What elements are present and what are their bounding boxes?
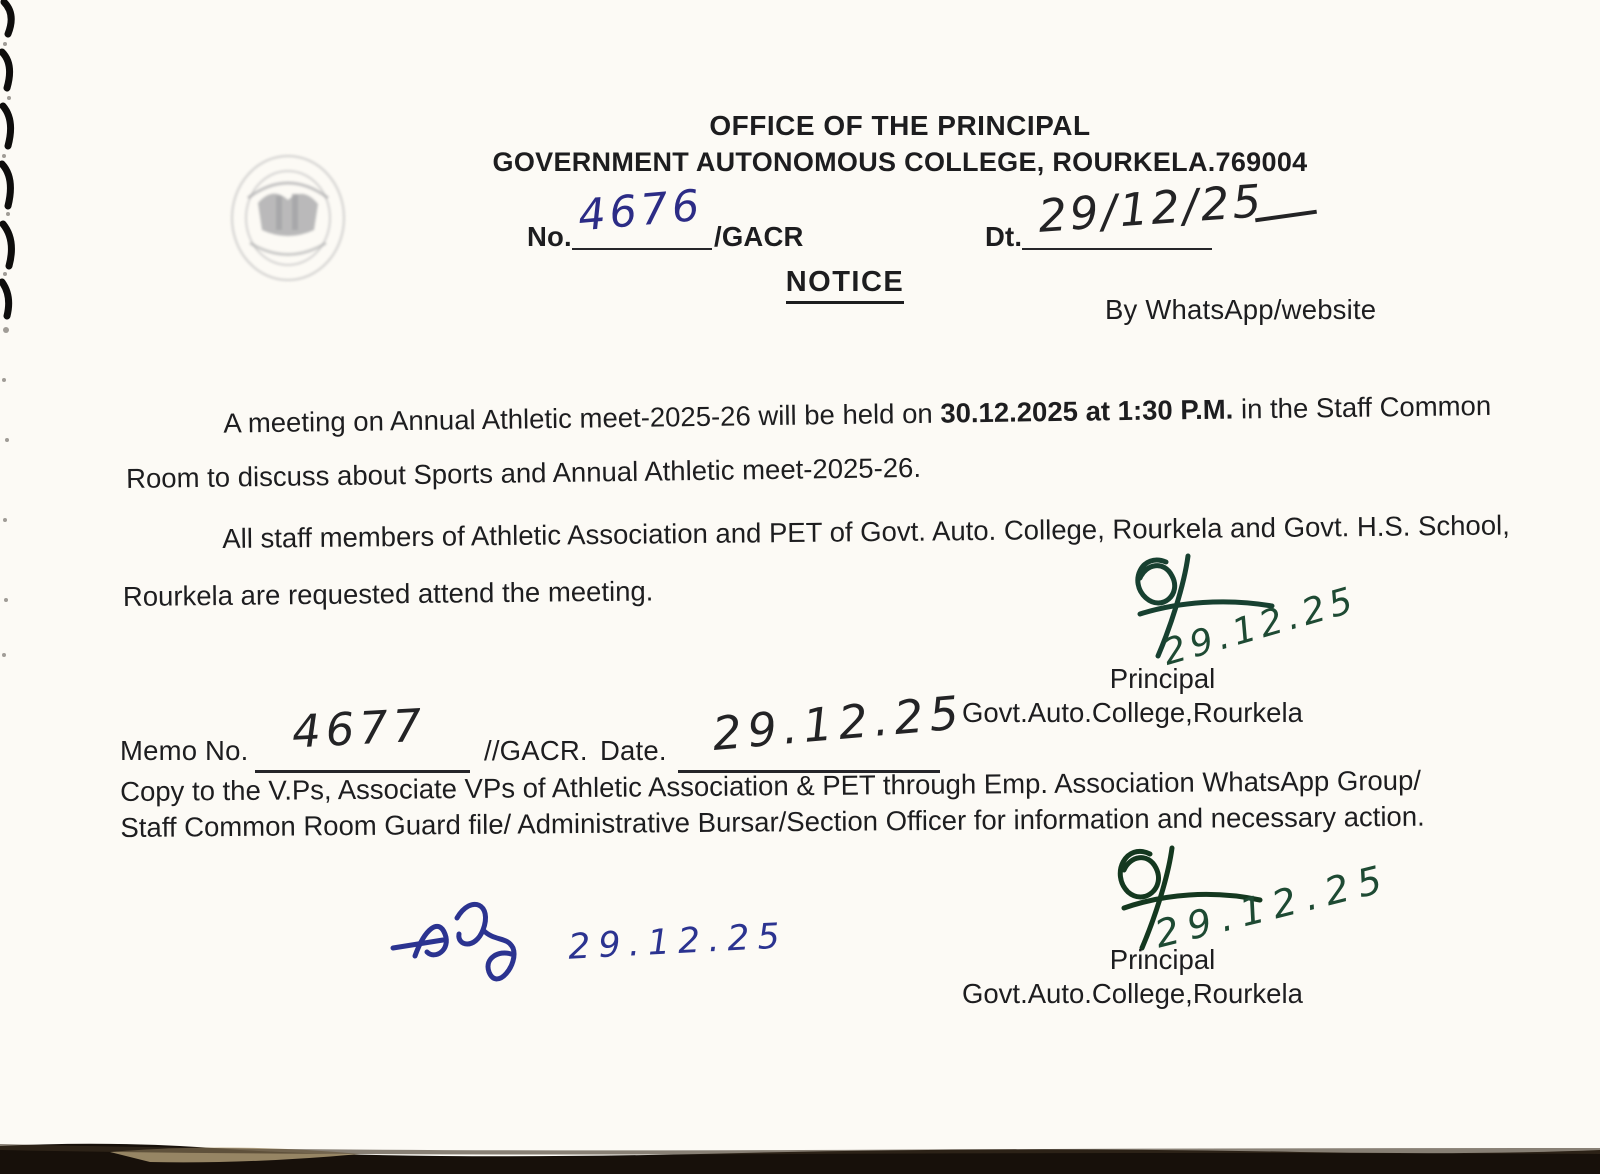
signature-top-date: 29.12.25 (1158, 579, 1363, 674)
ref-no-blank-line (572, 248, 712, 250)
signature-bottom-designation: Principal (1109, 944, 1216, 975)
memo-no-handwritten: 4677 (290, 698, 428, 759)
copy-to-paragraph: Copy to the V.Ps, Associate VPs of Athletic Association & PET through Emp. Association WhatsApp Group/ Staff Common Room Guard file/ Administrative Bursar/Section Officer for information and necessary action. (120, 764, 1425, 843)
signature-bottom-organization: Govt.Auto.College,Rourkela (962, 978, 1303, 1009)
signature-top-organization: Govt.Auto.College,Rourkela (962, 697, 1303, 728)
left-edge-scan-artifact (0, 0, 34, 700)
scanner-bed-shadow (0, 1138, 1600, 1174)
college-title: GOVERNMENT AUTONOMOUS COLLEGE, ROURKELA.769004 (492, 147, 1308, 177)
attendees-paragraph: All staff members of Athletic Association and PET of Govt. Auto. College, Rourkela and Govt. H.S. School, Rourkela are requested attend the meeting. (122, 509, 1510, 612)
ref-date-handwritten: 29/12/25 (1036, 174, 1266, 243)
meeting-paragraph-pre: A meeting on Annual Athletic meet-2025-26 will be held on (223, 397, 941, 439)
notice-title (745, 266, 945, 299)
signature-bottom-date: 29.12.25 (1150, 855, 1395, 957)
memo-no-label: Memo No. (120, 735, 249, 766)
meeting-paragraph-post: in the Staff Common Room to discuss about Sports and Annual Athletic meet-2025-26. (125, 389, 1492, 494)
ref-no-handwritten: 4676 (576, 180, 706, 242)
memo-date-handwritten: 29.12.25 (710, 685, 967, 761)
delivery-note: By WhatsApp/website (1105, 294, 1377, 325)
dispatch-signature (385, 892, 575, 1002)
ref-date-label: Dt. (985, 221, 1023, 252)
signature-top-designation: Principal (1109, 663, 1216, 694)
ref-no-suffix: /GACR (714, 221, 804, 252)
college-seal-stamp (218, 138, 358, 298)
dispatch-date-handwritten: 29.12.25 (567, 916, 789, 968)
memo-date-label: Date. (600, 735, 667, 766)
office-title: OFFICE OF THE PRINCIPAL (709, 110, 1091, 141)
notice-title-text: NOTICE (786, 266, 905, 304)
meeting-datetime-bold: 30.12.2025 at 1:30 P.M. (940, 393, 1234, 429)
memo-no-suffix: //GACR. (484, 735, 588, 766)
meeting-paragraph (125, 379, 1518, 506)
ref-date-blank-line (1022, 248, 1212, 250)
ref-no-label: No. (527, 221, 572, 252)
